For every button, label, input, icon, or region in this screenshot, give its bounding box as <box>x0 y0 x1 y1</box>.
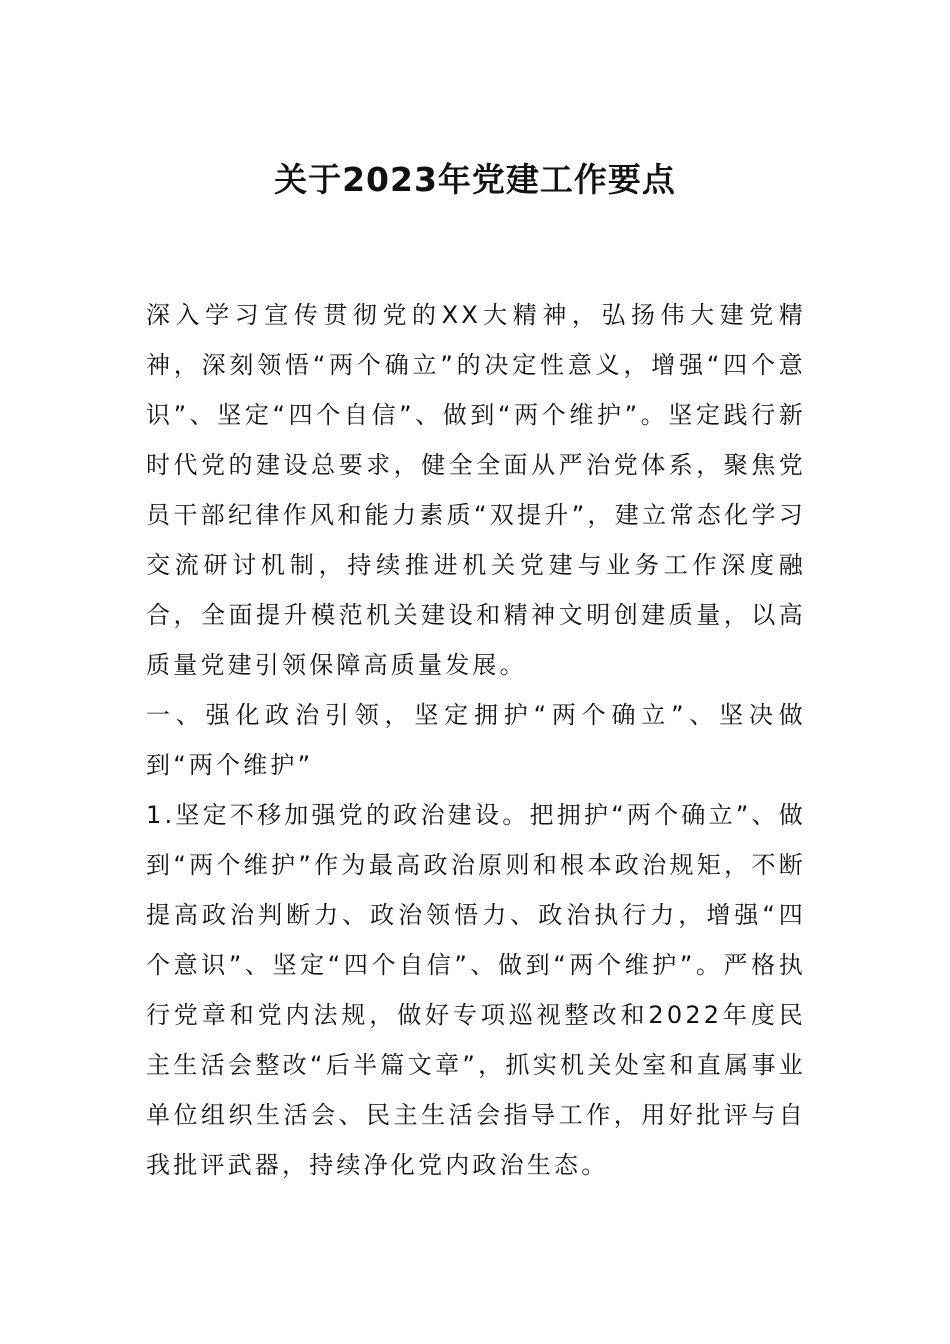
document-title: 关于2023年党建工作要点 <box>274 160 676 199</box>
intro-paragraph: 深入学习宣传贯彻党的XX大精神，弘扬伟大建党精神，深刻领悟“两个确立”的决定性意义，增强“四个意识”、坚定“四个自信”、做到“两个维护”。坚定践行新时代党的建设总要求，健全全面从严治党体系，聚焦党员干部纪律作风和能力素质“双提升”，建立常态化学习交流研讨机制，持续推进机关党建与业务工作深度融合，全面提升模范机关建设和精神文明创建质量，以高质量党建引领保障高质量发展。 <box>146 301 806 679</box>
section-heading: 一、强化政治引领，坚定拥护“两个确立”、坚决做到“两个维护” <box>146 701 806 779</box>
document-body <box>146 290 806 1190</box>
item-paragraph: 1.坚定不移加强党的政治建设。把拥护“两个确立”、做到“两个维护”作为最高政治原则和根本政治规矩，不断提高政治判断力、政治领悟力、政治执行力，增强“四个意识”、坚定“四个自信”、做到“两个维护”。严格执行党章和党内法规，做好专项巡视整改和2022年度民主生活会整改“后半篇文章”，抓实机关处室和直属事业单位组织生活会、民主生活会指导工作，用好批评与自我批评武器，持续净化党内政治生态。 <box>146 801 806 1179</box>
